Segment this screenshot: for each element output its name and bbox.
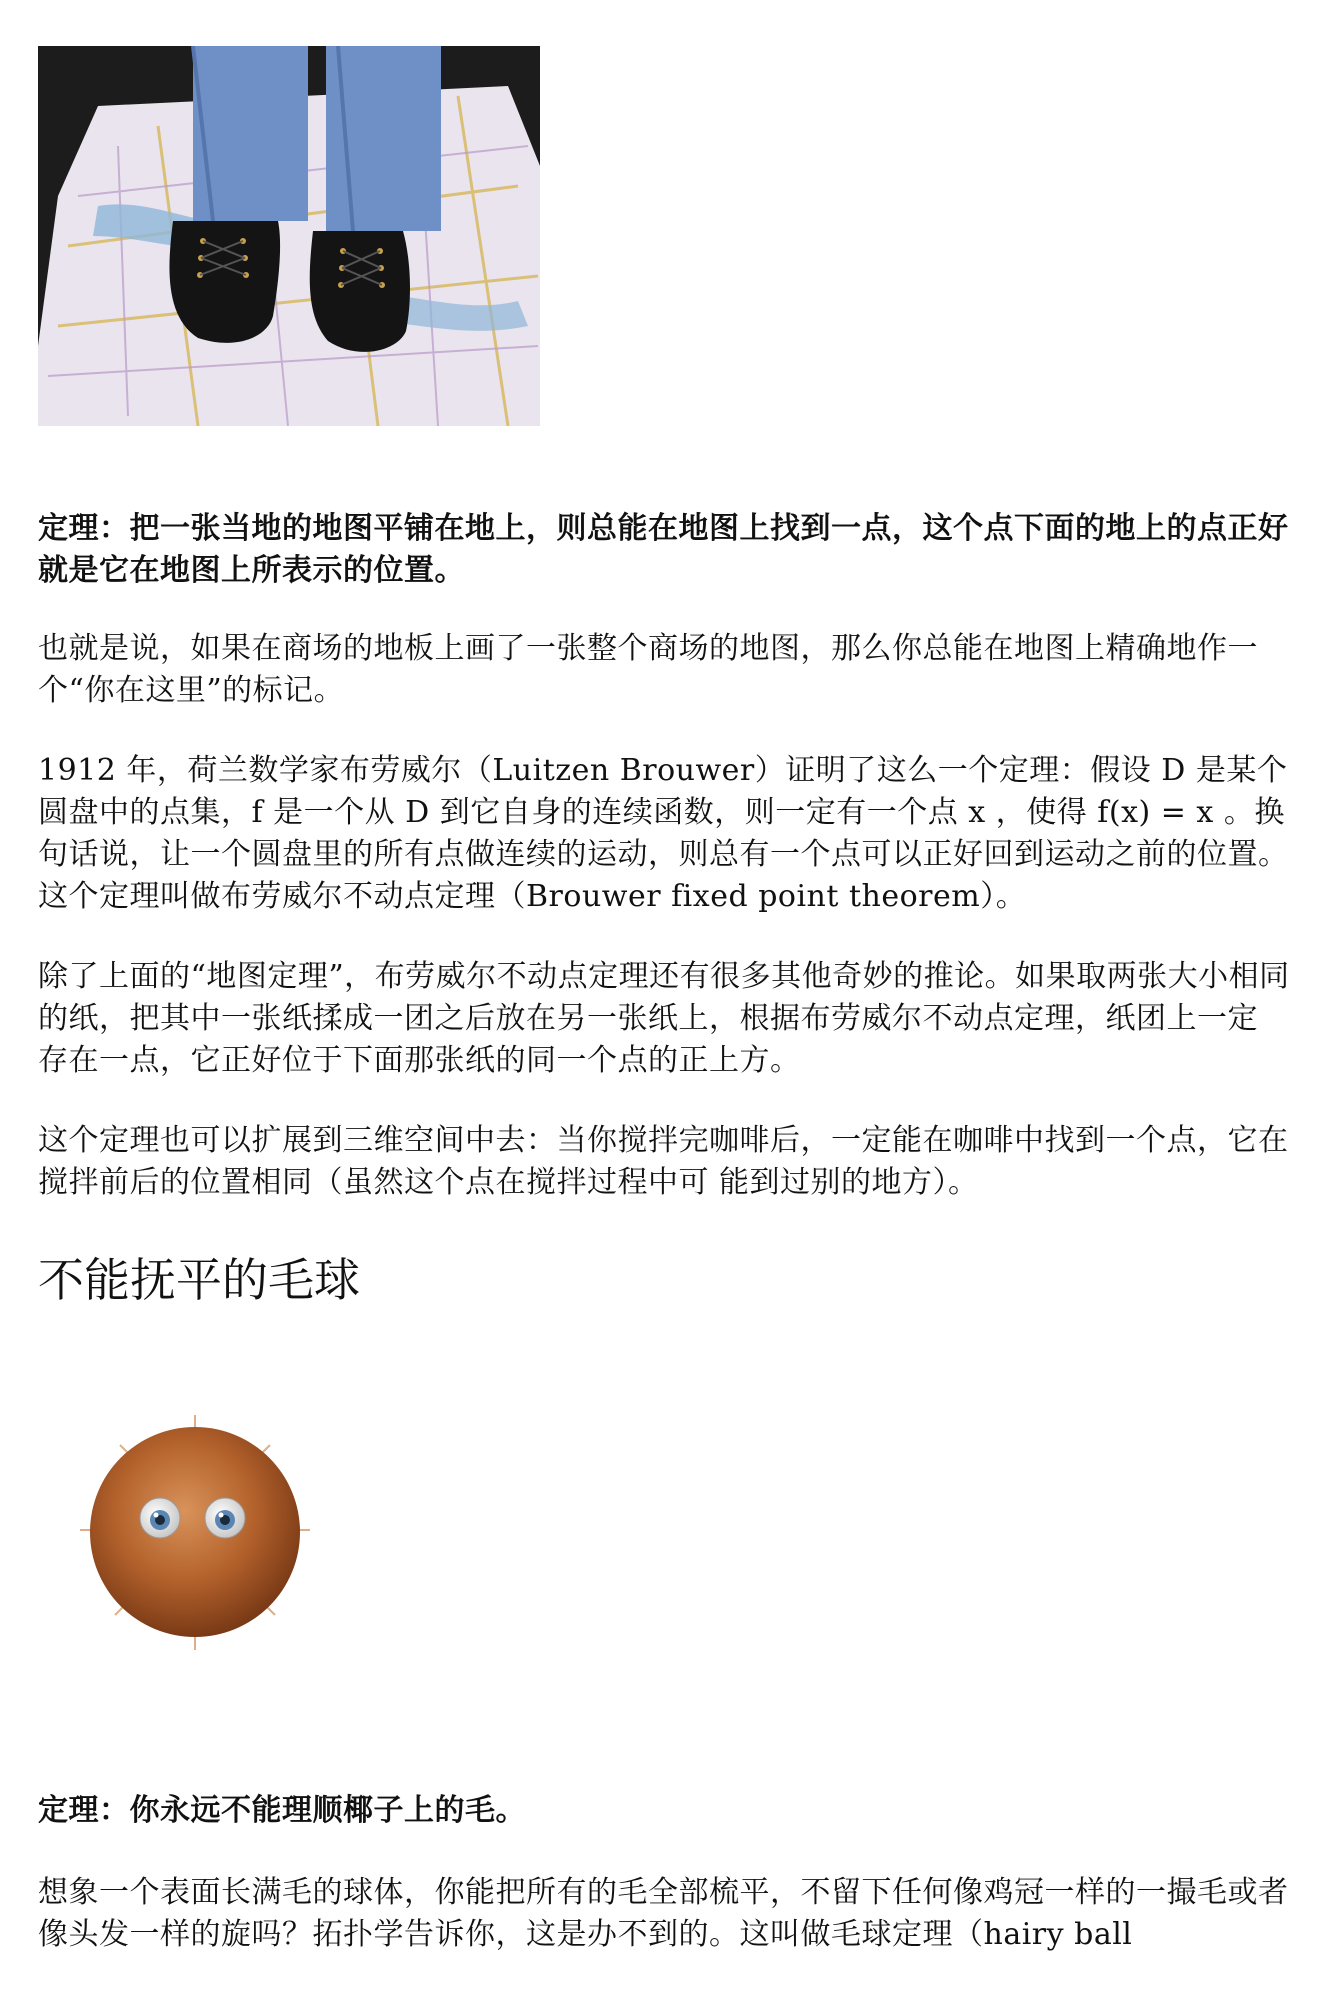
hairy-ball-photo [60,1400,330,1670]
brouwer-theorem-paragraph: 1912 年，荷兰数学家布劳威尔（Luitzen Brouwer）证明了这么一个定理：假设 D 是某个圆盘中的点集，f 是一个从 D 到它自身的连续函数，则一定有一个点 x ，使得 f(x) = x 。换句话说，让一个圆盘里的所有点做连续的运动，则总有一个点可以正好回到运动之前的位置。这个定理叫做布劳威尔不动点定理（Brouwer fixed point theorem）。 [38,753,1289,914]
section-heading-hairy-ball: 不能抚平的毛球 [38,1253,360,1307]
corollary-paragraph: 除了上面的“地图定理”，布劳威尔不动点定理还有很多其他奇妙的推论。如果取两张大小相同的纸，把其中一张纸揉成一团之后放在另一张纸上，根据布劳威尔不动点定理，纸团上一定 存在一点，它正好位于下面那张纸的同一个点的正上方。 [38,959,1290,1078]
hairy-ball-theorem-statement: 定理：你永远不能理顺椰子上的毛。 [38,1793,526,1828]
map-theorem-statement: 定理：把一张当地的地图平铺在地上，则总能在地图上找到一点，这个点下面的地上的点正好就是它在地图上所表示的位置。 [38,511,1289,588]
map-theorem-explanation: 也就是说，如果在商场的地板上画了一张整个商场的地图，那么你总能在地图上精确地作一个“你在这里”的标记。 [38,631,1258,708]
coffee-paragraph: 这个定理也可以扩展到三维空间中去：当你搅拌完咖啡后，一定能在咖啡中找到一个点，它在搅拌前后的位置相同（虽然这个点在搅拌过程中可 能到过别的地方）。 [38,1123,1289,1200]
map-photo [38,46,540,426]
hairy-ball-paragraph: 想象一个表面长满毛的球体，你能把所有的毛全部梳平，不留下任何像鸡冠一样的一撮毛或者像头发一样的旋吗？拓扑学告诉你，这是办不到的。这叫做毛球定理（hairy ball [38,1875,1289,1952]
